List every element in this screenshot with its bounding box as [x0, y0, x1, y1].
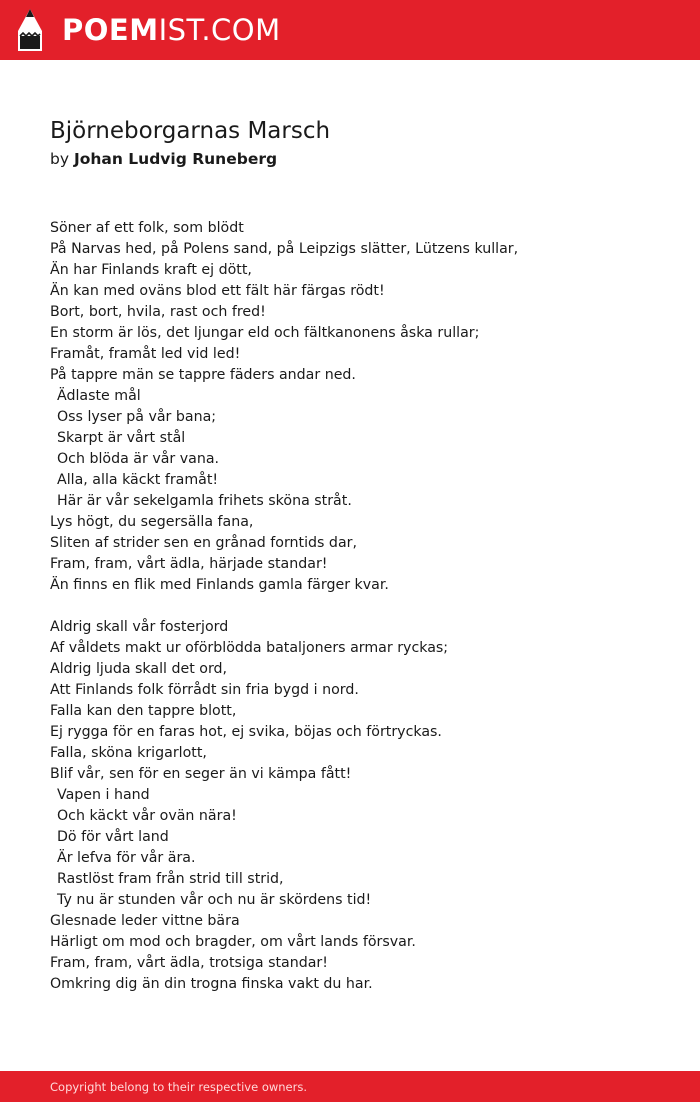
poem-line: Sliten af strider sen en grånad forntids dar, [50, 535, 357, 551]
byline-prefix: by [50, 150, 74, 168]
poem-author: Johan Ludvig Runeberg [73, 150, 278, 168]
poem-line: Glesnade leder vittne bära [50, 913, 240, 929]
poem-line: Skarpt är vårt stål [57, 430, 186, 446]
site-header [0, 0, 700, 60]
poem-line: Vapen i hand [57, 787, 150, 803]
poem-line: Och käckt vår ovän nära! [57, 808, 237, 824]
poem-line: Aldrig skall vår fosterjord [50, 619, 229, 635]
poem-byline [50, 148, 277, 170]
poem-line: Än har Finlands kraft ej dött, [50, 262, 252, 278]
poem-line: Lys högt, du segersälla fana, [50, 514, 254, 530]
poem-line: Att Finlands folk förrådt sin fria bygd i nord. [50, 682, 359, 698]
poem-line: Blif vår, sen för en seger än vi kämpa fått! [50, 766, 352, 782]
site-logo[interactable] [62, 12, 281, 48]
poem-line: Af våldets makt ur oförblödda bataljoners armar ryckas; [50, 640, 449, 656]
poem-line: En storm är lös, det ljungar eld och fältkanonens åska rullar; [50, 325, 480, 341]
poem-line: På Narvas hed, på Polens sand, på Leipzigs slätter, Lützens kullar, [50, 241, 519, 257]
poem-line: Omkring dig än din trogna finska vakt du har. [50, 976, 373, 992]
stanza-break [50, 596, 670, 617]
poem-line: Fram, fram, vårt ädla, trotsiga standar! [50, 955, 328, 971]
poem-body [50, 218, 670, 995]
poem-title: Björneborgarnas Marsch [50, 118, 331, 144]
poem-line: Och blöda är vår vana. [57, 451, 220, 467]
poem-line: Aldrig ljuda skall det ord, [50, 661, 228, 677]
poem-line: Fram, fram, vårt ädla, härjade standar! [50, 556, 328, 572]
site-footer [0, 1071, 700, 1102]
logo-bold-text: POEM [62, 13, 159, 47]
poem-line: Oss lyser på vår bana; [57, 409, 217, 425]
poem-line: Alla, alla käckt framåt! [57, 472, 219, 488]
poem-line: Dö för vårt land [57, 829, 169, 845]
poem-line: Ej rygga för en faras hot, ej svika, böjas och förtryckas. [50, 724, 442, 740]
copyright-notice: Copyright belong to their respective owners. [50, 1080, 308, 1094]
poem-line: Här är vår sekelgamla frihets sköna stråt. [57, 493, 352, 509]
poem-line: Är lefva för vår ära. [57, 850, 196, 866]
poem-line: Ädlaste mål [57, 388, 141, 404]
poem-line: Söner af ett folk, som blödt [50, 220, 244, 236]
poem-line: Bort, bort, hvila, rast och fred! [50, 304, 266, 320]
poem-line: Än finns en flik med Finlands gamla färger kvar. [50, 577, 389, 593]
poem-line: Än kan med oväns blod ett fält här färgas rödt! [50, 283, 385, 299]
poem-line: Rastlöst fram från strid till strid, [57, 871, 284, 887]
poem-line: Ty nu är stunden vår och nu är skördens tid! [57, 892, 372, 908]
poem-line: Framåt, framåt led vid led! [50, 346, 241, 362]
poem-line: På tappre män se tappre fäders andar ned. [50, 367, 356, 383]
poem-line: Härligt om mod och bragder, om vårt lands försvar. [50, 934, 416, 950]
poem-line: Falla, sköna krigarlott, [50, 745, 207, 761]
poem-line: Falla kan den tappre blott, [50, 703, 237, 719]
pencil-tip-icon[interactable] [18, 9, 42, 51]
logo-light-text: IST.COM [158, 13, 281, 47]
